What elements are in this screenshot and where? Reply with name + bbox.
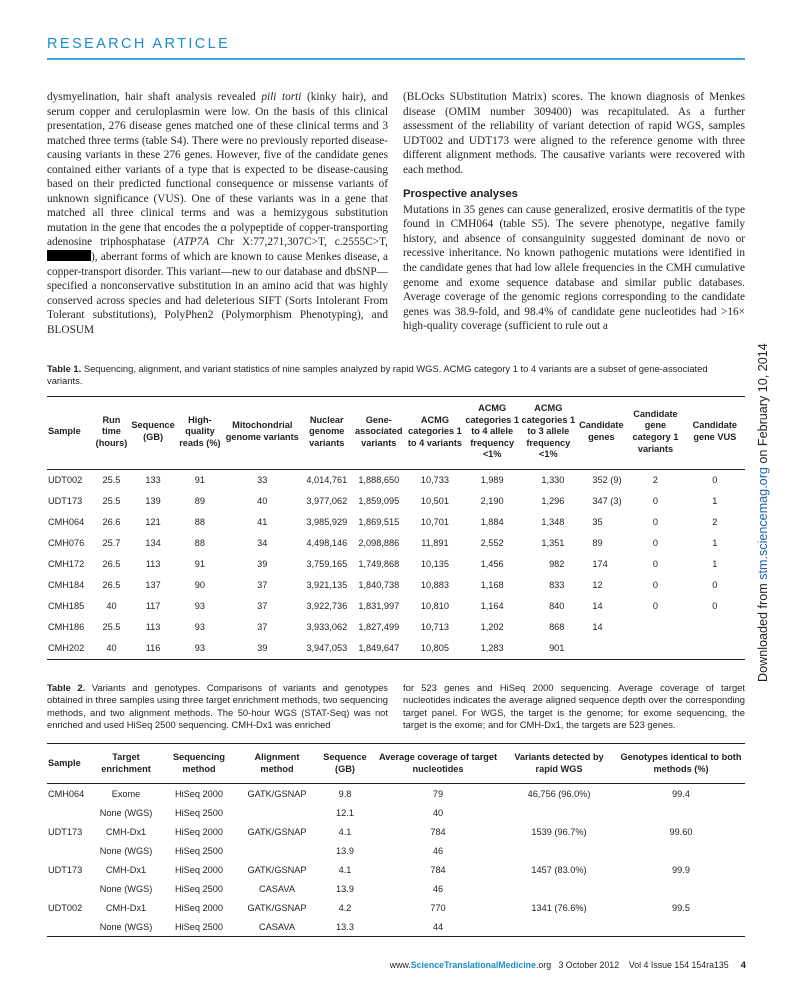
table-cell-a13f: 1,296 [541,496,565,507]
table-cell-a14f: 1,283 [480,643,504,654]
t2-col-identical: Genotypes identical to both methods (%) [617,744,745,784]
table-cell-a13f: 833 [549,580,565,591]
table-cell-seq: HiSeq 2000 [174,788,223,799]
table-cell-sample: CMH172 [48,559,85,570]
t2-col-coverage: Average coverage of target nucleotides [375,744,501,784]
table-cell-cand: 174 [592,559,608,570]
table-cell-ident: 99.5 [672,902,690,913]
table-cell-hq: 88 [194,538,205,549]
table-cell-a13f: 1,348 [541,517,565,528]
table-cell-gene: 2,098,886 [358,538,400,549]
table-row [47,784,745,804]
table-cell-vus: 2 [712,517,718,528]
table-cell-cand: 14 [592,601,603,612]
table-cell-target: Exome [111,788,141,799]
table-cell-cat1: 0 [652,580,659,591]
table-row [47,917,745,937]
table-cell-target: None (WGS) [99,921,153,932]
table-cell-align [239,803,315,822]
table-cell-mito: 37 [257,601,268,612]
table-cell-gene: 1,749,868 [358,559,400,570]
table-cell-gb: 12.1 [336,807,354,818]
table-cell-cov: 770 [430,902,446,913]
table-cell-target: CMH-Dx1 [105,864,147,875]
table-cell-a14f: 1,202 [480,622,504,633]
table-cell-ident [617,917,745,937]
table-cell-sequence: 134 [145,538,161,549]
table-row [47,512,745,533]
table-cell-cat1: 0 [652,538,659,549]
t1-col-acmg14-freq: ACMG categories 1 to 4 allele frequency <1% [464,397,520,470]
table2 [47,743,745,937]
table-cell-align: GATK/GSNAP [247,902,307,913]
table-cell-a14: 10,805 [420,643,449,654]
table-cell-sample: CMH184 [48,580,85,591]
table-row [47,491,745,512]
table-cell-det: 46,756 (96.0%) [527,788,591,799]
table-cell-cat1: 2 [652,475,659,486]
page-footer: www.ScienceTranslationalMedicine.org 3 October 2012 Vol 4 Issue 154 154ra135 4 [389,960,746,971]
table-cell-gb: 13.9 [336,883,354,894]
table-cell-cov: 784 [430,864,446,875]
table-cell-hq: 93 [194,622,205,633]
table-cell-hq: 91 [194,559,205,570]
table-cell-a14: 10,883 [420,580,449,591]
table-cell-seq: HiSeq 2500 [174,845,223,856]
table-cell-det: 1539 (96.7%) [531,826,587,837]
table-cell-run_time: 25.5 [102,475,121,486]
table-cell-mito: 39 [257,643,268,654]
table-cell-ident [617,803,745,822]
table-cell-det [501,803,617,822]
table-cell-a13f: 868 [549,622,565,633]
table-cell-gb: 9.8 [338,788,352,799]
table-cell-cov: 784 [430,826,446,837]
table-cell-hq: 88 [194,517,205,528]
table-cell-nuclear: 3,921,135 [306,580,348,591]
table-cell-sample: UDT173 [48,496,83,507]
table-row [47,860,745,879]
table-cell-sequence: 137 [145,580,161,591]
table-cell-cand: 35 [592,517,603,528]
table-row [47,469,745,491]
table-cell-cat1 [626,638,684,660]
table-cell-gene: 1,827,499 [358,622,400,633]
table-cell-cat1 [626,617,684,638]
t2-col-seq-method: Sequencing method [159,744,239,784]
table-cell-gb: 4.2 [338,902,352,913]
table-cell-a14: 10,135 [420,559,449,570]
table-cell-sample [47,803,93,822]
section-header: RESEARCH ARTICLE [47,36,231,52]
table-cell-run_time: 25.7 [102,538,121,549]
table-cell-nuclear: 4,498,146 [306,538,348,549]
right-paragraph-1: (BLOcks SUbstitution Matrix) scores. The known diagnosis of Menkes disease (OMIM number 309400) was recapitulated. As a further assessment of the reliability of variant detection of rapid WGS, samples UDT002 and UDT173 were aligned to the reference genome with three different alignment methods. The causative variants were recovered with each method. [403,91,745,176]
table-cell-sequence: 116 [145,643,161,654]
table-cell-a13f: 1,351 [541,538,565,549]
table-cell-vus: 1 [712,559,718,570]
table-cell-seq: HiSeq 2500 [174,883,223,894]
table-cell-nuclear: 3,947,053 [306,643,348,654]
table-cell-ident [617,841,745,860]
redaction-block [47,250,91,261]
table-row [47,638,745,660]
table-cell-run_time: 25.5 [102,622,121,633]
table-cell-cand: 347 (3) [592,496,622,507]
table-cell-a14: 10,810 [420,601,449,612]
t1-col-cand-vus: Candidate gene VUS [685,397,745,470]
table-cell-cat1: 0 [652,517,659,528]
table-cell-sample [47,841,93,860]
table-cell-run_time: 26.6 [102,517,121,528]
table-cell-mito: 39 [257,559,268,570]
table-cell-cat1: 0 [652,496,659,507]
t1-col-gene-assoc: Gene-associated variants [352,397,406,470]
footer-details: 3 October 2012 Vol 4 Issue 154 154ra135 [558,960,729,970]
header-rule [47,58,745,60]
table-cell-sample: CMH064 [48,788,85,799]
table-cell-mito: 41 [257,517,268,528]
table-cell-a14f: 2,190 [480,496,504,507]
table-cell-sample: CMH202 [48,643,85,654]
table-row [47,554,745,575]
table-cell-a14: 11,891 [421,538,449,549]
table-cell-gb: 4.1 [338,864,352,875]
table-row [47,617,745,638]
table-cell-a14f: 1,168 [480,580,504,591]
table-cell-a14f: 1,989 [480,475,504,486]
t1-col-cand-genes: Candidate genes [576,397,626,470]
table-cell-mito: 37 [257,622,268,633]
table-cell-cov: 79 [432,788,444,799]
download-sidebar: Downloaded from stm.sciencemag.org on February 10, 2014 [756,343,770,682]
table-cell-mito: 37 [257,580,268,591]
t2-col-sequence: Sequence (GB) [315,744,375,784]
table-cell-sample: UDT173 [48,826,83,837]
table-cell-a13f: 840 [549,601,565,612]
table-cell-gb: 13.3 [336,921,354,932]
table-cell-run_time: 26.5 [102,559,121,570]
page-number: 4 [740,960,746,971]
table-cell-target: CMH-Dx1 [105,902,147,913]
table-cell-a14f: 1,164 [480,601,504,612]
table-cell-target: None (WGS) [99,807,153,818]
table-cell-a14: 10,713 [420,622,449,633]
table-cell-nuclear: 3,759,165 [306,559,348,570]
table-cell-seq: HiSeq 2500 [174,807,223,818]
table-cell-align [239,841,315,860]
table-cell-vus [685,617,745,638]
t1-col-cand-cat1: Candidate gene category 1 variants [626,397,684,470]
right-paragraph-2: Mutations in 35 genes can cause generalized, erosive dermatitis of the type found in CMH064 (table S5). The severe phenotype, negative family history, and absence of consanguinity suggested dominant de novo or recessive inheritance. No known pathogenic mutations were identified in the candidate genes that had low allele frequencies in the CMH cumulative genome and exome sequence database and similar public databases. Average coverage of the genomic regions corresponding to the candidate genes was 38.9-fold, and 98.4% of candidate gene nucleotides had >16× high-quality coverage (sufficient to rule out a [403,203,745,333]
table-cell-sample: CMH076 [48,538,85,549]
table-cell-cand: 352 (9) [592,475,622,486]
table-cell-det [501,879,617,898]
t1-col-sequence: Sequence (GB) [129,397,177,470]
table-cell-seq: HiSeq 2000 [174,902,223,913]
table-cell-seq: HiSeq 2500 [174,921,223,932]
table-cell-sequence: 133 [145,475,161,486]
table-cell-cat1: 0 [652,601,659,612]
table2-header-row [47,744,745,784]
table-cell-ident: 99.60 [669,826,693,837]
table-cell-align: CASAVA [259,883,295,894]
table-cell-mito: 33 [257,475,268,486]
table-cell-gene: 1,849,647 [358,643,400,654]
table-cell-hq: 90 [194,580,205,591]
table-cell-vus: 0 [712,475,718,486]
table-cell-nuclear: 3,922,736 [306,601,348,612]
left-column [47,90,388,337]
table-cell-cat1: 0 [652,559,659,570]
t1-col-acmg13-freq: ACMG categories 1 to 3 allele frequency <1% [520,397,576,470]
table-cell-nuclear: 4,014,761 [306,475,348,486]
table-cell-mito: 40 [257,496,268,507]
table-cell-gb: 4.1 [338,826,352,837]
table-row [47,879,745,898]
table-cell-target: None (WGS) [99,845,153,856]
t1-col-mito: Mitochondrial genome variants [223,397,302,470]
table1-body [47,469,745,659]
table-cell-det [501,841,617,860]
table-cell-sample: UDT002 [48,902,83,913]
t2-col-target: Target enrichment [93,744,159,784]
table-cell-a14: 10,733 [420,475,449,486]
table-cell-cov: 40 [432,807,444,818]
t2-col-sample: Sample [47,744,93,784]
t1-col-acmg14: ACMG categories 1 to 4 variants [406,397,464,470]
table-cell-run_time: 40 [106,643,117,654]
table-cell-a13f: 901 [549,643,565,654]
table-cell-cov: 46 [432,883,444,894]
table-cell-sequence: 139 [145,496,161,507]
table-cell-cov: 44 [432,921,444,932]
table-cell-ident [617,879,745,898]
table-cell-a14: 10,501 [420,496,449,507]
left-paragraph: dysmyelination, hair shaft analysis revealed pili torti (kinky hair), and serum copper and ceruloplasmin were low. On the basis of this clinical presentation, 276 disease genes matched one of these clinical terms and 3 matched three terms (table S4). There were no previously reported disease-causing variants in these 276 genes. However, five of the candidate genes contained either variants of a type that is expected to be disease-causing based on their predicted functional consequence or missense variants of unknown significance (VUS). One of these variants was in a gene that matched all three clinical terms and was a hemizygous substitution mutation in the gene that encodes the α polypeptide of copper-transporting adenosine triphosphatase (ATP7A Chr X:77,271,307C>T, c.2555C>T, ), aberrant forms of which are known to cause Menkes disease, a copper-transport disorder. This variant—new to our database and dbSNP—specified a nonconservative substitution in an amino acid that was highly conserved across species and had deleterious SIFT (Sorts Intolerant From Tolerant substitutions), PolyPhen2 (Polymorphism Phenotyping), and BLOSUM [47,91,388,336]
table-cell-target: None (WGS) [99,883,153,894]
table-cell-sample: UDT173 [48,864,83,875]
table-row [47,533,745,554]
table2-body [47,784,745,937]
table-cell-ident: 99.9 [672,864,690,875]
sidebar-link[interactable]: stm.sciencemag.org [756,467,770,580]
table1-header-row [47,397,745,470]
table-cell-vus: 0 [712,601,718,612]
table-cell-det: 1457 (83.0%) [531,864,587,875]
table-cell-gene: 1,831,997 [358,601,400,612]
table-cell-a13f: 982 [549,559,565,570]
table1 [47,396,745,660]
table-cell-nuclear: 3,977,062 [306,496,348,507]
table-cell-hq: 89 [194,496,205,507]
table-cell-seq: HiSeq 2000 [174,826,223,837]
table-row [47,575,745,596]
table-cell-a14f: 2,552 [480,538,504,549]
table-cell-a14f: 1,884 [480,517,504,528]
table-cell-align: CASAVA [259,921,295,932]
table2-caption-right: for 523 genes and HiSeq 2000 sequencing. Average coverage of target nucleotides indicates the average aligned sequence depth over the corresponding target panel. For WGS, the target is the genome; for exome sequencing, the target is the exome; and for CMH-Dx1, the targets are 523 genes. [403,682,745,730]
table-cell-vus: 0 [712,580,718,591]
table-cell-sample [47,917,93,937]
table-row [47,898,745,917]
table-cell-align: GATK/GSNAP [247,826,307,837]
table-cell-run_time: 40 [106,601,117,612]
table-cell-hq: 91 [194,475,205,486]
table-cell-hq: 93 [194,643,205,654]
table-cell-sequence: 113 [145,559,161,570]
table-cell-sample: CMH064 [48,517,85,528]
table-cell-vus: 1 [712,538,718,549]
table-row [47,803,745,822]
t1-col-nuclear: Nuclear genome variants [302,397,352,470]
table-cell-sample: CMH186 [48,622,85,633]
table-cell-hq: 93 [194,601,205,612]
table-cell-cand: 89 [592,538,603,549]
table-row [47,822,745,841]
table-cell-a14f: 1,456 [480,559,504,570]
table-row [47,841,745,860]
table-cell-cand: 14 [592,622,603,633]
subheading-prospective: Prospective analyses [403,188,518,201]
table-cell-run_time: 25.5 [102,496,121,507]
table-cell-nuclear: 3,933,062 [306,622,348,633]
table-cell-run_time: 26.5 [102,580,121,591]
table-cell-sequence: 113 [145,622,161,633]
t1-col-hq-reads: High-quality reads (%) [177,397,223,470]
table-cell-align: GATK/GSNAP [247,864,307,875]
t1-col-run-time: Run time (hours) [94,397,129,470]
table-cell-cand: 12 [592,580,603,591]
table-cell-mito: 34 [257,538,268,549]
table-cell-ident: 99.4 [672,788,690,799]
table-cell-cov: 46 [432,845,444,856]
right-column [403,90,745,334]
table-cell-seq: HiSeq 2000 [174,864,223,875]
table-cell-nuclear: 3,985,929 [306,517,348,528]
table-row [47,596,745,617]
table-cell-gene: 1,869,515 [358,517,400,528]
table-cell-a13f: 1,330 [541,475,565,486]
table-cell-sequence: 121 [145,517,161,528]
t2-col-detected: Variants detected by rapid WGS [501,744,617,784]
table-cell-sequence: 117 [145,601,161,612]
table-cell-sample [47,879,93,898]
table-cell-vus: 1 [712,496,718,507]
table2-caption-left: Table 2. Variants and genotypes. Comparisons of variants and genotypes obtained in three samples using three target enrichment methods, two sequencing methods, and two alignment methods. The 50-hour WGS (STAT-Seq) was not enriched and used HiSeq 2500 sequencing. CMH-Dx1 was enriched [47,682,388,730]
table-cell-gene: 1,859,095 [358,496,400,507]
t1-col-sample: Sample [47,397,94,470]
table-cell-target: CMH-Dx1 [105,826,147,837]
table-cell-cand [576,638,626,660]
table-cell-sample: CMH185 [48,601,85,612]
footer-domain[interactable]: ScienceTranslationalMedicine [410,960,536,970]
table1-caption: Table 1. Sequencing, alignment, and variant statistics of nine samples analyzed by rapid WGS. ACMG category 1 to 4 variants are a subset of gene-associated variants. [47,363,708,387]
table-cell-det: 1341 (76.6%) [531,902,587,913]
table-cell-gene: 1,888,650 [358,475,400,486]
table-cell-sample: UDT002 [48,475,83,486]
t2-col-align: Alignment method [239,744,315,784]
table-cell-vus [685,638,745,660]
table-cell-align: GATK/GSNAP [247,788,307,799]
table-cell-gene: 1,840,738 [358,580,400,591]
table-cell-gb: 13.9 [336,845,354,856]
table-cell-a14: 10,701 [420,517,449,528]
table-cell-det [501,917,617,937]
